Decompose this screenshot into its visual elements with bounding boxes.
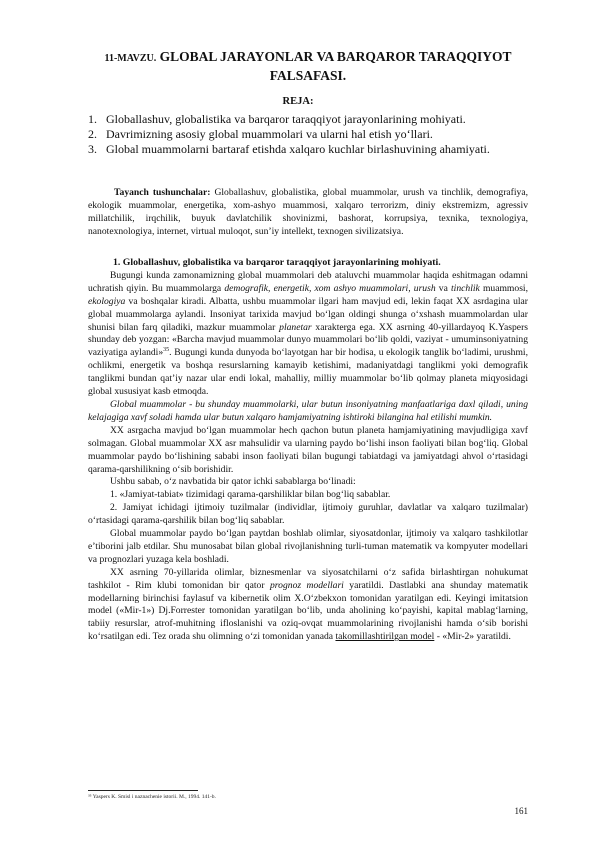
footnote-ref: 35 <box>163 347 170 354</box>
paragraph: Global muammolar paydo bo‘lgan paytdan boshlab olimlar, siyosatdonlar, ijtimoiy va xalqaro tashkilotlar e’tiborini jalb etdilar. Shu munosabat bilan global rivojlanishning turli-tuman matematik va kompyuter modellari va prognozlari yuzaga kela boshladi. <box>88 528 528 565</box>
paragraph: Ushbu sabab, o‘z navbatida bir qator ichki sabablarga bo‘linadi: <box>110 476 356 488</box>
page-number: 161 <box>514 806 528 816</box>
footnote-divider <box>88 790 198 791</box>
paragraph: Bugungi kunda zamonamizning global muammolari deb ataluvchi muammolar haqida eshitmagan odamni uchratish qiyin. Bu muammolarga demografik, energetik, xom ashyo muammolari, urush va tinchlik muammosi, ekologiya va boshqalar kiradi. Albatta, ushbu muammolar ilgari ham mavjud edi, lekin faqat XX asrdagina ular global muammolarga aylandi. Insoniyat tarixida mavjud bo‘lgan oldingi shunga o‘xshash muammolardan ular shunisi bilan farq qiladiki, mazkur muammolar planetar xarakterga ega. XX asrning 40-yillardayoq K.Yaspers shunday deb yozgan: «Barcha mavjud muammolar dunyo muammolari bo‘lib qoldi, vaziyat - umuminsoniyatning vaziyatiga aylandi»$^{35}$. Bugungi kunda dunyoda bo‘layotgan har bir hodisa, u ekologik tanglik bo‘ladimi, urushmi, ochlikmi, energetik va boshqa resurslarning kamayib ketishimi, madaniyatdagi tanglikmi yoki demografik tanglikmi bundan qat’iy nazar ular endi lokal, mahalliy, milliy muammolar bo‘lib qolmay planeta miqyosidagi global xususiyat kasb etmoqda. <box>88 269 528 398</box>
plan-item: 3. Global muammolarni bartaraf etishda xalqaro kuchlar birlashuvining ahamiyati. <box>88 142 490 156</box>
section-1 <box>88 257 528 644</box>
page-title <box>90 48 526 84</box>
paragraph: XX asrning 70-yillarida olimlar, biznesmenlar va siyosatchilarni o‘z safida birlashtirgan nohukumat tashkilot - Rim klubi tomonidan bir qator prognoz modellari yaratildi. Dastlabki ana shunday matematik modellarning birinchisi faylasuf va kibernetik olim X.O‘zbekxon tomonidan yaratilgan edi. Keyingi imitatsion model («Mir-1») Dj.Forrester tomonidan yaratilgan bo‘lib, unda aholining ko‘payishi, kapital mablag‘larning, tabiiy resurslar, atrof-muhitning ifloslanishi va oziq-ovqat muammolarining rivojlanishi hamda o‘sib borishi ko‘rsatilgan edi. Tez orada shu olimning o‘zi tomonidan yanada takomillashtirilgan model - «Mir-2» yaratildi. <box>88 566 528 643</box>
key-concepts <box>88 187 528 239</box>
paragraph: 2. Jamiyat ichidagi ijtimoiy tuzilmalar (individlar, ijtimoiy guruhlar, davlatlar va xalqaro tuzilmalar) o‘rtasidagi qarama-qarshilik bilan bog‘liq sabablar. <box>88 502 528 527</box>
title-prefix: 11-MAVZU. <box>104 53 157 64</box>
key-concepts-label: Tayanch tushunchalar: <box>114 187 211 198</box>
footnote: ³⁵ Yaspers K. Smisl i naznachenie istorii. M., 1994. 141-b. <box>88 794 216 800</box>
paragraph: 1. «Jamiyat-tabiat» tizimidagi qarama-qarshiliklar bilan bog‘liq sabablar. <box>110 489 391 501</box>
title-main: GLOBAL JARAYONLAR VA BARQAROR TARAQQIYOT FALSAFASI. <box>159 49 512 83</box>
section-heading: 1. Globallashuv, globalistika va barqaror taraqqiyot jarayonlarining mohiyati. <box>113 257 441 268</box>
plan-item: 2. Davrimizning asosiy global muammolari va ularni hal etish yo‘llari. <box>88 127 433 141</box>
key-concepts-text: Globallashuv, globalistika, global muammolar, urush va tinchlik, demografiya, ekologik muammolar, energetika, xom-ashyo muammosi, xalqaro terrorizm, diniy ekstremizm, agressiv millatchilik, irqchilik, buyuk davlatchilik shovinizmi, bashorat, korrupsiya, texnika, texnologiya, nanotexnologiya, internet, virtual muloqot, sun’iy intellekt, texnogen sivilizatsiya. <box>88 187 528 237</box>
plan-list <box>88 112 528 157</box>
plan-heading: REJA: <box>282 96 314 107</box>
plan-item: 1. Globallashuv, globalistika va barqaror taraqqiyot jarayonlarining mohiyati. <box>88 112 466 126</box>
paragraph: Global muammolar - bu shunday muammolarki, ular butun insoniyatning manfaatlariga daxl qiladi, uning kelajagiga xavf soladi hamda ular butun xalqaro hamjamiyatning ishtiroki bilangina hal etilishi mumkin. <box>88 398 528 423</box>
paragraph: XX asrgacha mavjud bo‘lgan muammolar hech qachon butun planeta hamjamiyatining mavjudligiga xavf solmagan. Global muammolar XX asr mahsulidir va ularning paydo bo‘lishi inson faoliyati bilan bog‘liq. Global muammolar paydo bo‘lishining sababi inson faoliyati bilan bugungi tabiatdagi va jamiyatdagi ahvol o‘rtasidagi qarama-qarshilikning o‘sib borishidir. <box>88 424 528 475</box>
